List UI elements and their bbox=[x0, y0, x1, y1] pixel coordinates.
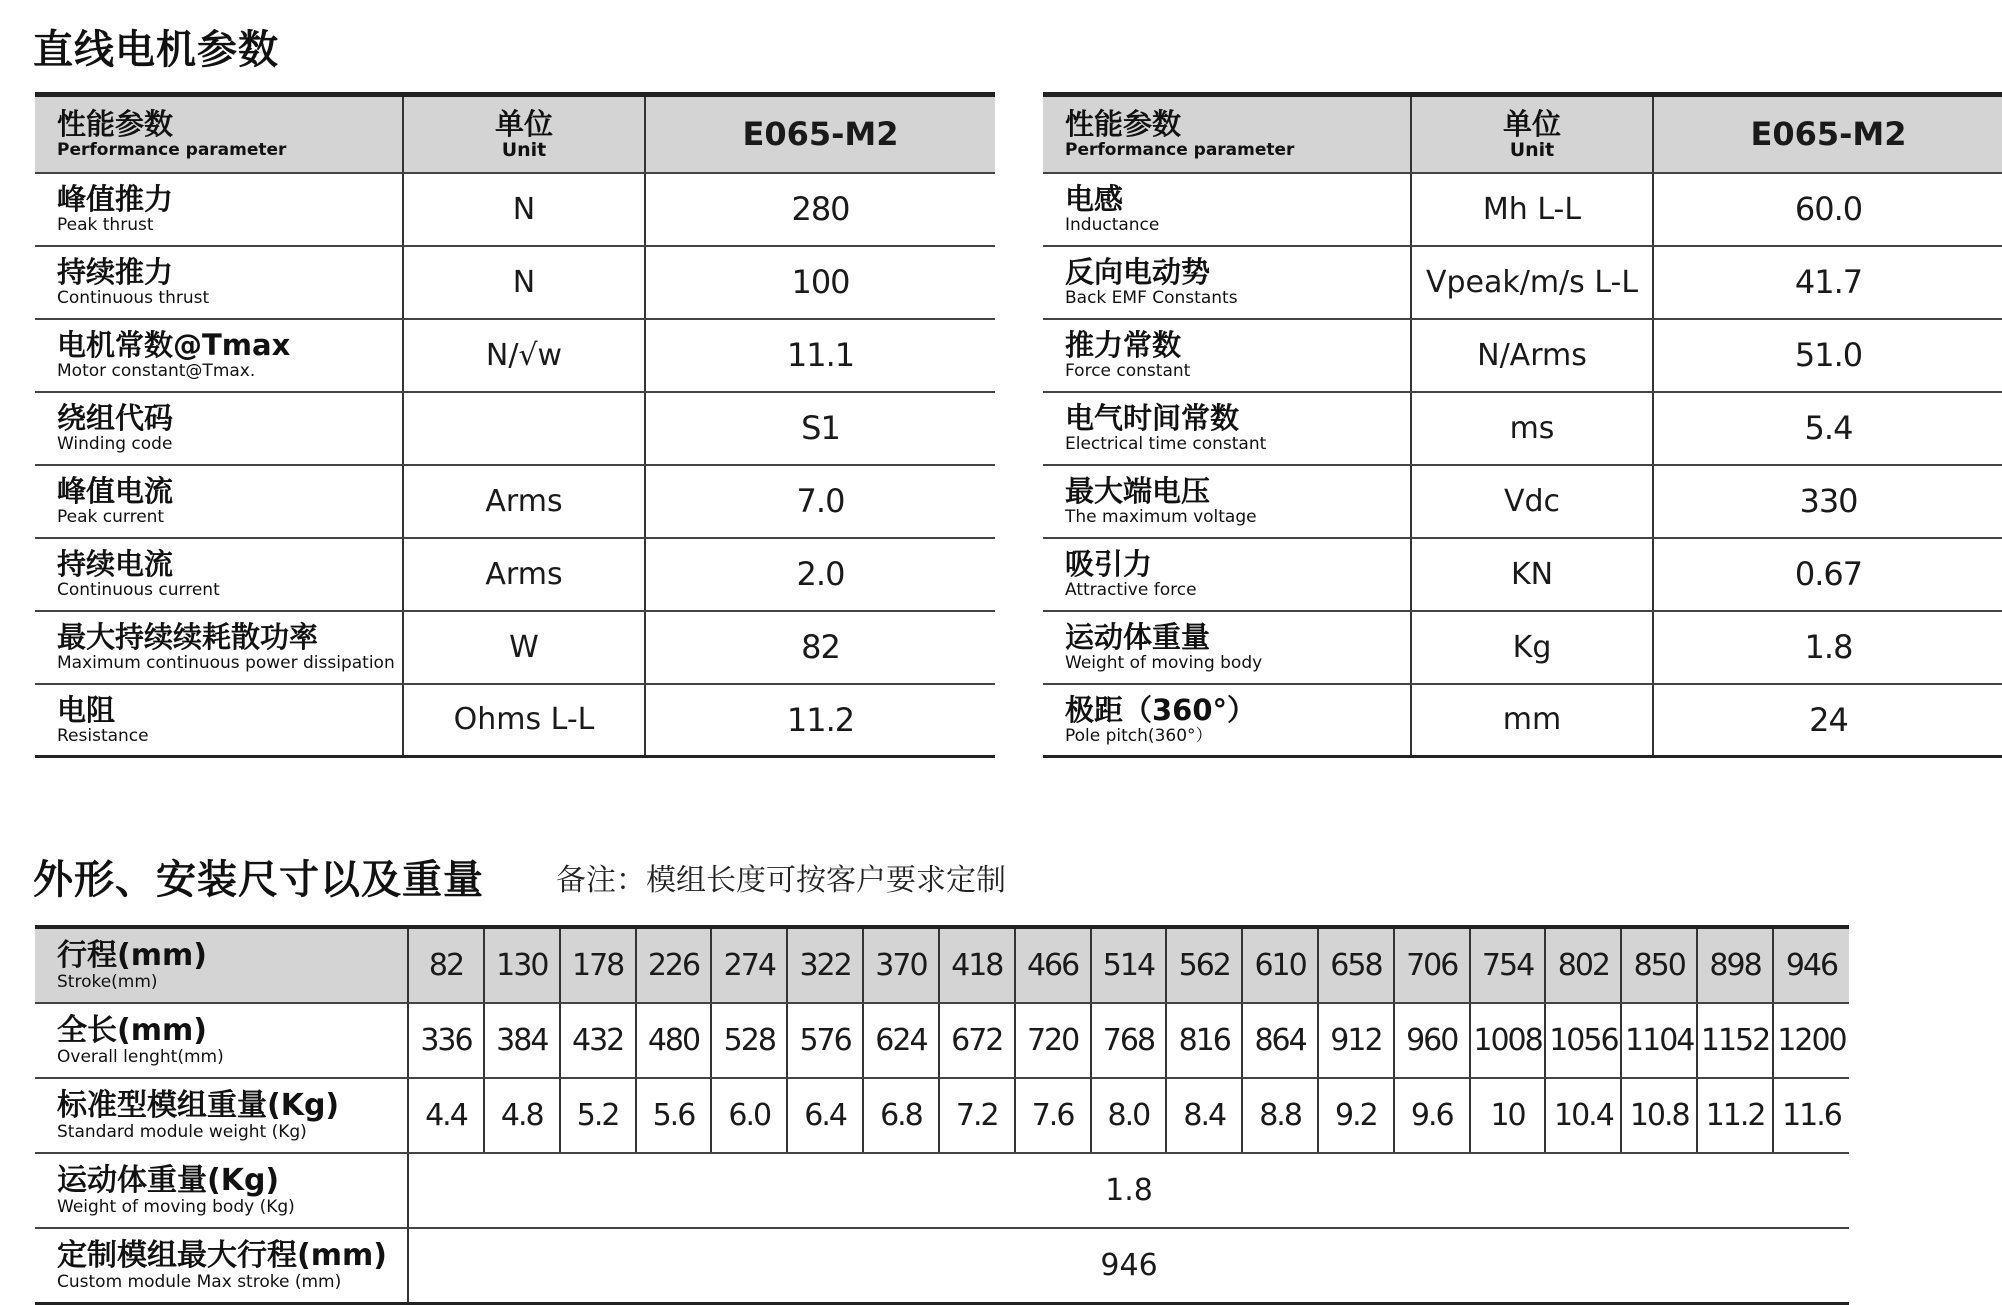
table-cell: 370 bbox=[863, 927, 939, 1003]
table-cell: 610 bbox=[1242, 927, 1318, 1003]
param-label bbox=[35, 246, 403, 319]
param-name-cn: 电阻 bbox=[57, 692, 116, 727]
table-cell: 10.8 bbox=[1621, 1078, 1697, 1153]
table-row bbox=[1043, 465, 2002, 538]
param-label bbox=[35, 392, 403, 465]
row-label: 运动体重量(Kg) Weight of moving body (Kg) bbox=[35, 1153, 408, 1228]
table-cell: 480 bbox=[636, 1003, 712, 1078]
param-name-cn: 极距（360°） bbox=[1065, 692, 1257, 727]
table-row bbox=[35, 1078, 1849, 1153]
param-name-cn: 反向电动势 bbox=[1065, 255, 1211, 289]
param-value: 41.7 bbox=[1653, 246, 2002, 319]
param-name-en: Peak thrust bbox=[57, 215, 154, 235]
table-row bbox=[35, 611, 995, 684]
param-value: 82 bbox=[645, 611, 995, 684]
table-row bbox=[1043, 538, 2002, 611]
param-unit: Vpeak/m/s L-L bbox=[1411, 246, 1653, 319]
param-name-cn: 推力常数 bbox=[1065, 328, 1182, 362]
table-cell: 4.4 bbox=[408, 1078, 484, 1153]
table-cell: 720 bbox=[1015, 1003, 1091, 1078]
param-name-en: Attractive force bbox=[1065, 580, 1197, 600]
param-unit: Arms bbox=[403, 465, 645, 538]
param-name-en: Winding code bbox=[57, 434, 173, 454]
param-value: 7.0 bbox=[645, 465, 995, 538]
section-title-dimensions: 外形、安装尺寸以及重量 bbox=[33, 857, 484, 903]
param-label bbox=[35, 538, 403, 611]
table-cell: 1152 bbox=[1697, 1003, 1773, 1078]
param-name-en: Resistance bbox=[57, 725, 149, 746]
param-name-cn: 电气时间常数 bbox=[1065, 401, 1240, 435]
table-row bbox=[35, 465, 995, 538]
table-row bbox=[1043, 246, 2002, 319]
table-cell: 528 bbox=[711, 1003, 787, 1078]
param-name-en: Motor constant@Tmax. bbox=[57, 361, 256, 381]
table-cell: 9.2 bbox=[1318, 1078, 1394, 1153]
param-unit: N bbox=[403, 246, 645, 319]
param-label bbox=[1043, 611, 1411, 684]
param-label bbox=[35, 465, 403, 538]
param-unit: N/√w bbox=[403, 319, 645, 392]
param-name-en: Maximum continuous power dissipation bbox=[57, 653, 395, 673]
param-name-cn: 峰值推力 bbox=[57, 182, 174, 216]
param-name-en: Weight of moving body bbox=[1065, 653, 1263, 673]
table-cell: 6.4 bbox=[787, 1078, 863, 1153]
table-row bbox=[35, 1003, 1849, 1078]
table-cell: 9.6 bbox=[1394, 1078, 1470, 1153]
merged-value-cell: 1.8 bbox=[408, 1153, 1849, 1228]
param-unit: Kg bbox=[1411, 611, 1653, 684]
param-name-en: Electrical time constant bbox=[1065, 434, 1267, 454]
param-label bbox=[1043, 173, 1411, 246]
table-cell: 7.2 bbox=[939, 1078, 1015, 1153]
param-unit: Mh L-L bbox=[1411, 173, 1653, 246]
param-name-en: Force constant bbox=[1065, 361, 1191, 381]
table-cell: 5.2 bbox=[560, 1078, 636, 1153]
table-cell: 322 bbox=[787, 927, 863, 1003]
param-unit: Ohms L-L bbox=[403, 684, 645, 757]
table-row bbox=[35, 392, 995, 465]
table-cell: 898 bbox=[1697, 927, 1773, 1003]
param-name-cn: 最大端电压 bbox=[1065, 474, 1211, 508]
table-cell: 130 bbox=[484, 927, 560, 1003]
param-unit: N bbox=[403, 173, 645, 246]
table-cell: 946 bbox=[1773, 927, 1849, 1003]
table-cell: 1008 bbox=[1470, 1003, 1546, 1078]
table-row bbox=[35, 684, 995, 757]
table-cell: 4.8 bbox=[484, 1078, 560, 1153]
table-row bbox=[1043, 611, 2002, 684]
table-row bbox=[35, 319, 995, 392]
param-name-en: Pole pitch(360°） bbox=[1065, 725, 1213, 746]
table-row bbox=[35, 927, 1849, 1003]
table-cell: 226 bbox=[636, 927, 712, 1003]
table-cell: 336 bbox=[408, 1003, 484, 1078]
param-unit: W bbox=[403, 611, 645, 684]
param-name-cn: 峰值电流 bbox=[57, 474, 174, 508]
param-unit: mm bbox=[1411, 684, 1653, 757]
table-cell: 466 bbox=[1015, 927, 1091, 1003]
table-cell: 10.4 bbox=[1545, 1078, 1621, 1153]
header-param: 性能参数 Performance parameter bbox=[35, 95, 403, 173]
table-cell: 432 bbox=[560, 1003, 636, 1078]
table-cell: 768 bbox=[1091, 1003, 1167, 1078]
param-unit: ms bbox=[1411, 392, 1653, 465]
row-label: 定制模组最大行程(mm) Custom module Max stroke (mm) bbox=[35, 1228, 408, 1304]
table-row bbox=[35, 538, 995, 611]
table-cell: 6.8 bbox=[863, 1078, 939, 1153]
table-header-row bbox=[1043, 95, 2002, 173]
header-unit: 单位 Unit bbox=[403, 95, 645, 173]
param-value: 330 bbox=[1653, 465, 2002, 538]
param-label bbox=[1043, 246, 1411, 319]
param-name-cn: 最大持续续耗散功率 bbox=[57, 620, 319, 654]
param-unit: Arms bbox=[403, 538, 645, 611]
table-cell: 816 bbox=[1166, 1003, 1242, 1078]
customization-note: 备注：模组长度可按客户要求定制 bbox=[556, 863, 1006, 898]
param-value: 11.2 bbox=[786, 700, 855, 739]
table-cell: 11.6 bbox=[1773, 1078, 1849, 1153]
param-label bbox=[35, 173, 403, 246]
table-row bbox=[1043, 173, 2002, 246]
table-cell: 624 bbox=[863, 1003, 939, 1078]
param-name-cn: 绕组代码 bbox=[57, 401, 174, 435]
param-name-en: Continuous current bbox=[57, 580, 220, 600]
table-row bbox=[35, 173, 995, 246]
table-cell: 1056 bbox=[1545, 1003, 1621, 1078]
param-name-en: Inductance bbox=[1065, 215, 1160, 235]
table-cell: 7.6 bbox=[1015, 1078, 1091, 1153]
section-title-motor-params: 直线电机参数 bbox=[33, 27, 279, 73]
param-name-cn: 电感 bbox=[1065, 182, 1124, 216]
dimensions-table bbox=[35, 925, 1849, 1305]
param-label bbox=[1043, 684, 1411, 757]
table-cell: 6.0 bbox=[711, 1078, 787, 1153]
header-unit: 单位 Unit bbox=[1411, 95, 1653, 173]
param-label bbox=[35, 319, 403, 392]
table-cell: 1104 bbox=[1621, 1003, 1697, 1078]
table-cell: 8.0 bbox=[1091, 1078, 1167, 1153]
param-unit: Vdc bbox=[1411, 465, 1653, 538]
table-cell: 274 bbox=[711, 927, 787, 1003]
table-cell: 658 bbox=[1318, 927, 1394, 1003]
table-cell: 864 bbox=[1242, 1003, 1318, 1078]
param-label bbox=[1043, 465, 1411, 538]
table-cell: 514 bbox=[1091, 927, 1167, 1003]
table-cell: 418 bbox=[939, 927, 1015, 1003]
param-name-en: Back EMF Constants bbox=[1065, 288, 1238, 308]
param-value: 280 bbox=[645, 173, 995, 246]
param-value: 5.4 bbox=[1653, 392, 2002, 465]
table-row bbox=[1043, 684, 2002, 757]
table-cell: 754 bbox=[1470, 927, 1546, 1003]
param-name-en: Peak current bbox=[57, 507, 165, 527]
param-value: 0.67 bbox=[1653, 538, 2002, 611]
table-cell: 11.2 bbox=[1697, 1078, 1773, 1153]
table-cell: 562 bbox=[1166, 927, 1242, 1003]
param-value: 11.1 bbox=[645, 319, 995, 392]
left-spec-table bbox=[35, 92, 995, 758]
table-row bbox=[35, 246, 995, 319]
table-cell: 82 bbox=[408, 927, 484, 1003]
param-name-cn: 持续电流 bbox=[57, 547, 174, 581]
param-value: 100 bbox=[645, 246, 995, 319]
table-row bbox=[35, 1153, 1849, 1228]
param-name-en: The maximum voltage bbox=[1065, 507, 1257, 527]
table-row bbox=[35, 1228, 1849, 1304]
table-cell: 850 bbox=[1621, 927, 1697, 1003]
table-cell: 912 bbox=[1318, 1003, 1394, 1078]
param-label bbox=[35, 611, 403, 684]
param-name-cn: 持续推力 bbox=[57, 255, 174, 289]
header-model: E065-M2 bbox=[1653, 95, 2002, 173]
merged-value-cell: 946 bbox=[1100, 1248, 1158, 1283]
table-cell: 960 bbox=[1394, 1003, 1470, 1078]
param-unit: KN bbox=[1411, 538, 1653, 611]
param-name-en: Continuous thrust bbox=[57, 288, 210, 308]
table-cell: 802 bbox=[1545, 927, 1621, 1003]
param-label bbox=[35, 684, 403, 757]
param-name-cn: 电机常数@Tmax bbox=[57, 328, 291, 362]
table-cell: 8.4 bbox=[1166, 1078, 1242, 1153]
param-value: 60.0 bbox=[1653, 173, 2002, 246]
table-cell: 576 bbox=[787, 1003, 863, 1078]
param-label bbox=[1043, 392, 1411, 465]
table-row bbox=[1043, 319, 2002, 392]
table-header-row bbox=[35, 95, 995, 173]
row-label: 标准型模组重量(Kg) Standard module weight (Kg) bbox=[35, 1078, 408, 1153]
row-label: 行程(mm) Stroke(mm) bbox=[35, 927, 408, 1003]
table-cell: 672 bbox=[939, 1003, 1015, 1078]
table-cell: 1200 bbox=[1773, 1003, 1849, 1078]
table-cell: 384 bbox=[484, 1003, 560, 1078]
table-row bbox=[1043, 392, 2002, 465]
table-cell: 10 bbox=[1470, 1078, 1546, 1153]
header-model: E065-M2 bbox=[645, 95, 995, 173]
param-label bbox=[1043, 319, 1411, 392]
param-name-cn: 吸引力 bbox=[1065, 547, 1153, 581]
param-unit bbox=[403, 392, 645, 465]
table-cell: 8.8 bbox=[1242, 1078, 1318, 1153]
param-label bbox=[1043, 538, 1411, 611]
param-value: 51.0 bbox=[1653, 319, 2002, 392]
header-param: 性能参数 Performance parameter bbox=[1043, 95, 1411, 173]
param-unit: N/Arms bbox=[1411, 319, 1653, 392]
param-value: S1 bbox=[645, 392, 995, 465]
row-label: 全长(mm) Overall lenght(mm) bbox=[35, 1003, 408, 1078]
table-cell: 706 bbox=[1394, 927, 1470, 1003]
param-name-cn: 运动体重量 bbox=[1065, 620, 1211, 654]
param-value: 24 bbox=[1809, 700, 1848, 739]
table-cell: 178 bbox=[560, 927, 636, 1003]
table-cell: 5.6 bbox=[636, 1078, 712, 1153]
param-value: 2.0 bbox=[645, 538, 995, 611]
param-value: 1.8 bbox=[1653, 611, 2002, 684]
right-spec-table bbox=[1043, 92, 2002, 758]
